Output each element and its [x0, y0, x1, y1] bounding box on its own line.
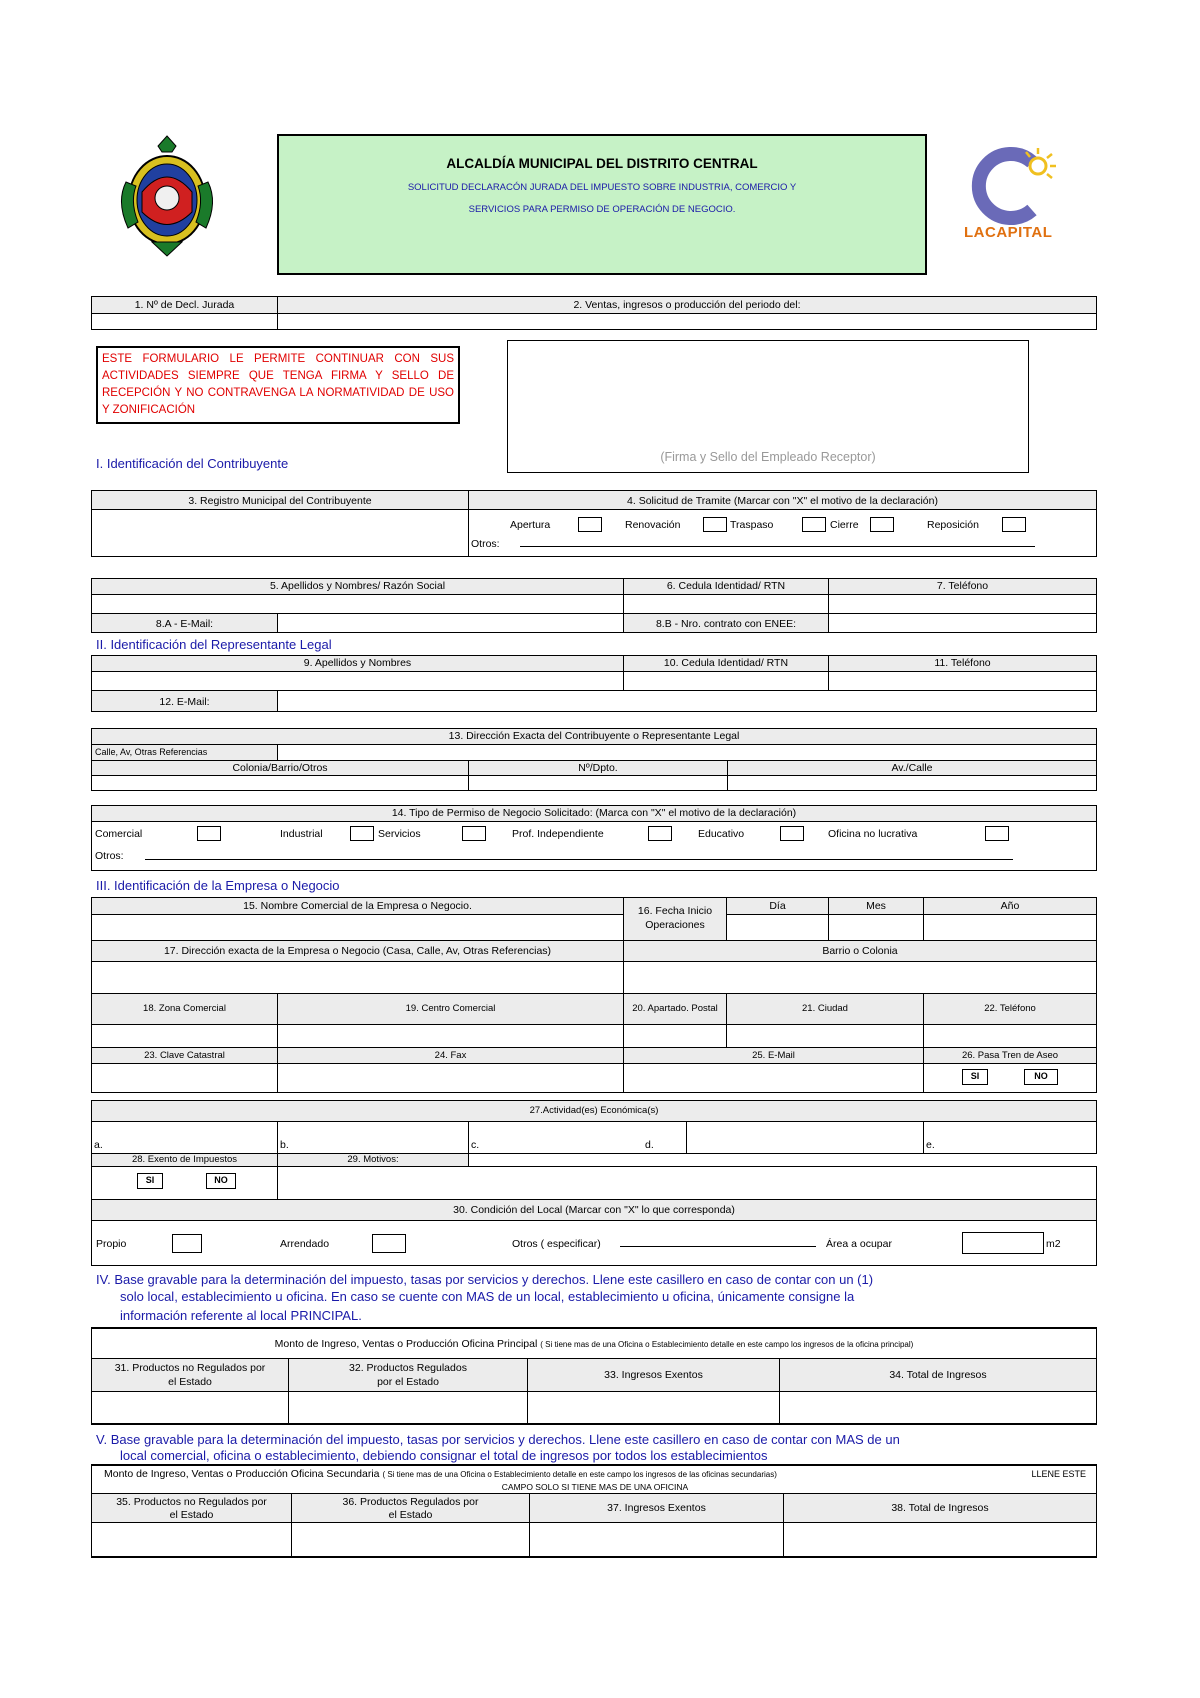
notice-text: ESTE FORMULARIO LE PERMITE CONTINUAR CON SUS ACTIVIDADES SIEMPRE QUE TENGA FIRMA Y SELLO DE RECEPCIÓN Y NO CONTRAVENGA LA NORMATIVIDAD DE USO Y ZONIFICACIÓN	[102, 353, 454, 416]
no-dpto-label: Nº/Dpto.	[468, 760, 728, 776]
field-32-label-2: por el Estado	[377, 1376, 439, 1388]
field-9-label: 9. Apellidos y Nombres	[91, 655, 624, 672]
field-17-label: 17. Dirección exacta de la Empresa o Negocio (Casa, Calle, Av, Otras Referencias)	[91, 940, 624, 962]
telefono-empresa-input[interactable]	[923, 1024, 1097, 1048]
industrial-checkbox[interactable]	[350, 826, 374, 841]
monto-principal-note: ( Si tiene mas de una Oficina o Establecimiento detalle en este campo los ingresos de la oficina principal)	[540, 1340, 914, 1349]
field-25-label: 25. E-Mail	[623, 1047, 924, 1064]
field-21-label: 21. Ciudad	[726, 993, 924, 1025]
section-5-line-2: local comercial, oficina o establecimiento, debiendo consignar el total de ingresos por todos los establecimientos	[120, 1448, 768, 1463]
field-30-label: 30. Condición del Local (Marcar con "X" lo que corresponda)	[91, 1199, 1097, 1221]
no-dpto-input[interactable]	[468, 775, 728, 791]
section-4-line-3: información referente al local PRINCIPAL.	[120, 1308, 362, 1323]
motivos-input[interactable]	[277, 1166, 1097, 1200]
permiso-otros-line[interactable]	[145, 859, 1013, 860]
rep-telefono-input[interactable]	[828, 671, 1097, 691]
registro-municipal-input[interactable]	[91, 509, 469, 557]
sec-ingresos-exentos-input[interactable]	[529, 1522, 784, 1558]
field-19-label: 19. Centro Comercial	[277, 993, 624, 1025]
field-4-label: 4. Solicitud de Tramite (Marcar con "X" el motivo de la declaración)	[468, 490, 1097, 510]
field-36-label-1: 36. Productos Regulados por	[342, 1496, 479, 1508]
notice-box	[96, 346, 460, 424]
field-3-label: 3. Registro Municipal del Contribuyente	[91, 490, 469, 510]
header-title-box	[277, 134, 927, 275]
calle-input[interactable]	[277, 744, 1097, 761]
exento-no[interactable]: NO	[206, 1173, 236, 1189]
prof-independiente-checkbox[interactable]	[648, 826, 672, 841]
educativo-label: Educativo	[698, 828, 745, 840]
anio-input[interactable]	[923, 914, 1097, 941]
field-15-label: 15. Nombre Comercial de la Empresa o Negocio.	[91, 897, 624, 915]
field-35-label	[91, 1493, 292, 1523]
field-34-label: 34. Total de Ingresos	[779, 1358, 1097, 1392]
llene-este-label: LLENE ESTE	[1031, 1469, 1086, 1479]
field-38-label: 38. Total de Ingresos	[783, 1493, 1097, 1523]
dia-input[interactable]	[726, 914, 829, 941]
field-31-label-1: 31. Productos no Regulados por	[114, 1362, 266, 1374]
page-title: ALCALDÍA MUNICIPAL DEL DISTRITO CENTRAL	[446, 156, 758, 171]
comercial-checkbox[interactable]	[197, 826, 221, 841]
decl-jurada-input[interactable]	[91, 313, 278, 330]
renovacion-label: Renovación	[625, 519, 681, 531]
tren-aseo-si[interactable]: SI	[962, 1069, 988, 1085]
mes-label: Mes	[828, 897, 924, 915]
sec-total-ingresos-input[interactable]	[783, 1522, 1097, 1558]
field-35-label-1: 35. Productos no Regulados por	[116, 1496, 267, 1508]
field-12-label: 12. E-Mail:	[91, 690, 278, 712]
ciudad-input[interactable]	[726, 1024, 924, 1048]
monto-secundaria-note: ( Si tiene mas de una Oficina o Establecimiento detalle en este campo los ingresos de las oficinas secundarias)	[382, 1470, 777, 1479]
propio-checkbox[interactable]	[172, 1234, 202, 1253]
field-6-label: 6. Cedula Identidad/ RTN	[623, 578, 829, 595]
barrio-input[interactable]	[623, 961, 1097, 994]
barrio-label: Barrio o Colonia	[623, 940, 1097, 962]
arrendado-label: Arrendado	[280, 1238, 330, 1250]
sec-productos-regulados-input[interactable]	[291, 1522, 530, 1558]
field-24-label: 24. Fax	[277, 1047, 624, 1064]
field-20-label: 20. Apartado. Postal	[623, 993, 727, 1025]
actividad-c-input[interactable]	[468, 1121, 687, 1154]
campo-solo-label: CAMPO SOLO SI TIENE MAS DE UNA OFICINA	[501, 1482, 689, 1492]
arrendado-checkbox[interactable]	[372, 1234, 406, 1253]
m2-label: m2	[1046, 1238, 1061, 1250]
coat-of-arms-logo	[112, 132, 222, 260]
ingresos-exentos-input[interactable]	[527, 1391, 780, 1425]
total-ingresos-input[interactable]	[779, 1391, 1097, 1425]
actividad-a-input[interactable]	[91, 1121, 278, 1154]
field-16-label-1: 16. Fecha Inicio	[637, 905, 713, 917]
productos-no-regulados-input[interactable]	[91, 1391, 289, 1425]
field-29-label: 29. Motivos:	[277, 1153, 469, 1167]
productos-regulados-input[interactable]	[288, 1391, 528, 1425]
section-5-line-1: V. Base gravable para la determinación del impuesto, tasas por servicios y derechos. Llene este casillero en caso de contar con MAS de un	[96, 1432, 900, 1447]
permiso-otros-label: Otros:	[95, 850, 124, 862]
field-1-label: 1. Nº de Decl. Jurada	[91, 296, 278, 314]
signature-label: (Firma y Sello del Empleado Receptor)	[660, 450, 876, 464]
exento-si[interactable]: SI	[137, 1173, 163, 1189]
monto-secundaria-label: Monto de Ingreso, Ventas o Producción Oficina Secundaria	[104, 1468, 380, 1480]
av-calle-input[interactable]	[727, 775, 1097, 791]
local-otros-label: Otros ( especificar)	[512, 1238, 601, 1250]
colonia-label: Colonia/Barrio/Otros	[91, 760, 469, 776]
la-capital-text: LACAPITAL	[964, 224, 1053, 241]
anio-label: Año	[923, 897, 1097, 915]
field-37-label: 37. Ingresos Exentos	[529, 1493, 784, 1523]
area-input[interactable]	[962, 1232, 1044, 1254]
field-26-label: 26. Pasa Tren de Aseo	[923, 1047, 1097, 1064]
oficina-no-lucrativa-label: Oficina no lucrativa	[828, 828, 918, 840]
tramite-otros-label: Otros:	[471, 538, 500, 550]
field-16-label-2: Operaciones	[645, 919, 705, 931]
field-27-label: 27.Actividad(es) Económica(s)	[91, 1100, 1097, 1122]
prof-independiente-label: Prof. Independiente	[512, 828, 604, 840]
field-31-label-2: el Estado	[168, 1376, 212, 1388]
av-calle-label: Av./Calle	[727, 760, 1097, 776]
field-5-label: 5. Apellidos y Nombres/ Razón Social	[91, 578, 624, 595]
actividad-a-label: a.	[94, 1139, 103, 1151]
fax-input[interactable]	[277, 1063, 624, 1093]
field-35-label-2: el Estado	[169, 1509, 214, 1521]
field-31-label	[91, 1358, 289, 1392]
centro-comercial-input[interactable]	[277, 1024, 624, 1048]
mes-input[interactable]	[828, 914, 924, 941]
reposicion-label: Reposición	[927, 519, 979, 531]
telefono-input[interactable]	[828, 594, 1097, 614]
field-33-label: 33. Ingresos Exentos	[527, 1358, 780, 1392]
reposicion-checkbox[interactable]	[1002, 517, 1026, 532]
clave-catastral-input[interactable]	[91, 1063, 278, 1093]
actividad-e-label: e.	[926, 1139, 935, 1151]
section-4-line-2: solo local, establecimiento u oficina. En caso se cuente con MAS de un local, establecimiento u oficina, únicamente consigne la	[120, 1289, 855, 1304]
zona-comercial-input[interactable]	[91, 1024, 278, 1048]
field-28-label: 28. Exento de Impuestos	[91, 1153, 278, 1167]
field-32-label-1: 32. Productos Regulados	[349, 1362, 467, 1374]
la-capital-logo	[960, 140, 1070, 250]
area-label: Área a ocupar	[826, 1238, 892, 1250]
section-2-title: II. Identificación del Representante Legal	[96, 637, 332, 652]
apertura-label: Apertura	[510, 519, 551, 531]
field-32-label	[288, 1358, 528, 1392]
comercial-label: Comercial	[95, 828, 143, 840]
monto-secundaria-header	[91, 1464, 1097, 1494]
field-2-label: 2. Ventas, ingresos o producción del periodo del:	[277, 296, 1097, 314]
monto-principal-label: Monto de Ingreso, Ventas o Producción Oficina Principal	[274, 1338, 538, 1350]
actividad-e-input[interactable]	[923, 1121, 1097, 1154]
page-subtitle-1: SOLICITUD DECLARACÓN JURADA DEL IMPUESTO SOBRE INDUSTRIA, COMERCIO Y	[407, 182, 797, 193]
field-23-label: 23. Clave Catastral	[91, 1047, 278, 1064]
field-10-label: 10. Cedula Identidad/ RTN	[623, 655, 829, 672]
dia-label: Día	[726, 897, 829, 915]
contrato-enee-input[interactable]	[828, 613, 1097, 633]
page-subtitle-2: SERVICIOS PARA PERMISO DE OPERACIÓN DE NEGOCIO.	[468, 204, 736, 215]
apartado-postal-input[interactable]	[623, 1024, 727, 1048]
oficina-no-lucrativa-checkbox[interactable]	[985, 826, 1009, 841]
monto-principal-header	[91, 1327, 1097, 1359]
actividad-c-label: c.	[471, 1139, 480, 1151]
signature-box	[507, 340, 1029, 473]
field-18-label: 18. Zona Comercial	[91, 993, 278, 1025]
actividad-d-input[interactable]	[686, 1121, 924, 1154]
email-input[interactable]	[277, 613, 624, 633]
field-11-label: 11. Teléfono	[828, 655, 1097, 672]
field-22-label: 22. Teléfono	[923, 993, 1097, 1025]
industrial-label: Industrial	[280, 828, 323, 840]
field-7-label: 7. Teléfono	[828, 578, 1097, 595]
servicios-checkbox[interactable]	[462, 826, 486, 841]
rep-cedula-input[interactable]	[623, 671, 829, 691]
tramite-otros-line[interactable]	[520, 546, 1035, 547]
tren-aseo-box	[923, 1063, 1097, 1093]
actividad-b-input[interactable]	[277, 1121, 469, 1154]
colonia-input[interactable]	[91, 775, 469, 791]
actividad-d-label: d.	[645, 1139, 654, 1151]
apertura-checkbox[interactable]	[578, 517, 602, 532]
rep-email-input[interactable]	[277, 690, 1097, 712]
section-4-line-1: IV. Base gravable para la determinación del impuesto, tasas por servicios y derechos. Llene este casillero en caso de contar con un (1)	[96, 1272, 874, 1287]
field-13-label: 13. Dirección Exacta del Contribuyente o Representante Legal	[91, 728, 1097, 745]
calle-label: Calle, Av, Otras Referencias	[91, 744, 278, 761]
field-36-label-2: el Estado	[388, 1509, 433, 1521]
field-14-label: 14. Tipo de Permiso de Negocio Solicitado: (Marca con "X" el motivo de la declaración)	[91, 805, 1097, 822]
direccion-empresa-input[interactable]	[91, 961, 624, 994]
field-36-label	[291, 1493, 530, 1523]
field-8a-label: 8.A - E-Mail:	[91, 613, 278, 633]
propio-label: Propio	[96, 1238, 127, 1250]
periodo-input[interactable]	[277, 313, 1097, 330]
tren-aseo-no[interactable]: NO	[1024, 1069, 1058, 1085]
renovacion-checkbox[interactable]	[703, 517, 727, 532]
cedula-input[interactable]	[623, 594, 829, 614]
rep-nombres-input[interactable]	[91, 671, 624, 691]
traspaso-checkbox[interactable]	[802, 517, 826, 532]
servicios-label: Servicios	[378, 828, 421, 840]
razon-social-input[interactable]	[91, 594, 624, 614]
exento-box	[91, 1166, 278, 1200]
field-8b-label: 8.B - Nro. contrato con ENEE:	[623, 613, 829, 633]
section-1-title: I. Identificación del Contribuyente	[96, 456, 289, 471]
local-otros-line[interactable]	[620, 1246, 816, 1247]
cierre-label: Cierre	[830, 519, 859, 531]
cierre-checkbox[interactable]	[870, 517, 894, 532]
nombre-comercial-input[interactable]	[91, 914, 624, 941]
actividad-b-label: b.	[280, 1139, 289, 1151]
sec-productos-no-regulados-input[interactable]	[91, 1522, 292, 1558]
email-empresa-input[interactable]	[623, 1063, 924, 1093]
traspaso-label: Traspaso	[730, 519, 774, 531]
field-16-label	[623, 897, 727, 941]
educativo-checkbox[interactable]	[780, 826, 804, 841]
section-3-title: III. Identificación de la Empresa o Negocio	[96, 878, 340, 893]
